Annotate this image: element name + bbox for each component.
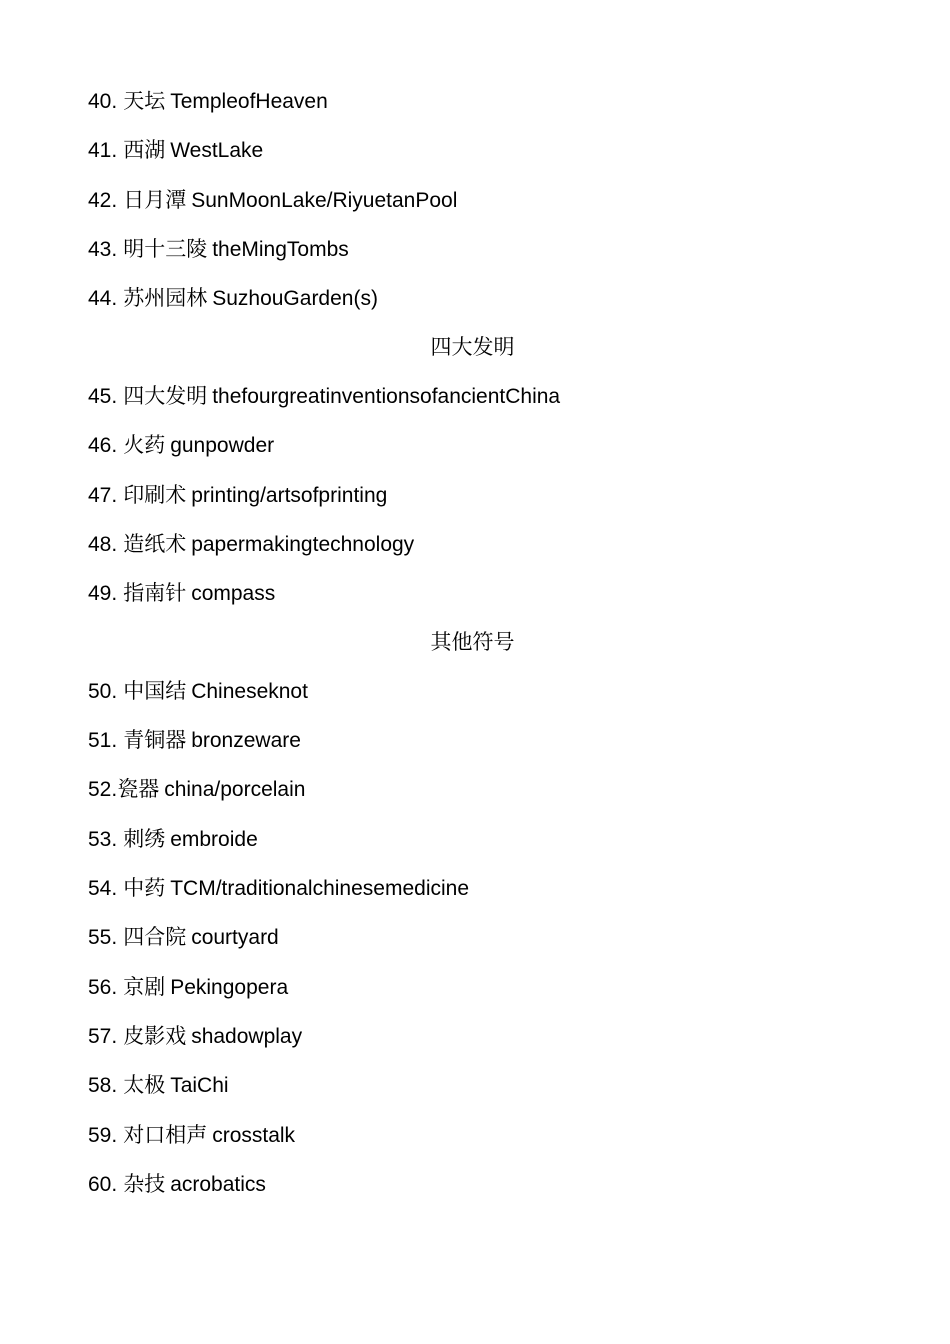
list-item [88, 185, 457, 215]
list-item [88, 824, 258, 854]
item-chinese: 明十三陵 [123, 237, 208, 261]
list-item [88, 676, 308, 706]
list-item [88, 381, 560, 411]
item-number: 56. [88, 976, 118, 999]
item-english: shadowplay [191, 1025, 303, 1048]
item-chinese: 西湖 [123, 138, 166, 162]
item-number: 59. [88, 1124, 118, 1147]
item-english: TCM/traditionalchinesemedicine [170, 877, 470, 900]
item-english: WestLake [170, 139, 264, 162]
item-number: 57. [88, 1025, 118, 1048]
item-number: 53. [88, 828, 118, 851]
item-english: papermakingtechnology [191, 533, 415, 556]
item-english: crosstalk [212, 1124, 296, 1147]
item-number: 58. [88, 1074, 118, 1097]
list-item [88, 774, 305, 804]
item-english: SuzhouGarden(s) [212, 287, 378, 310]
item-number: 40. [88, 90, 118, 113]
list-item [88, 135, 263, 165]
item-chinese: 指南针 [123, 581, 187, 605]
list-item [88, 1120, 295, 1150]
item-number: 42. [88, 189, 118, 212]
item-english: courtyard [191, 926, 279, 949]
item-number: 51. [88, 729, 118, 752]
list-item [88, 725, 301, 755]
item-chinese: 日月潭 [123, 188, 187, 212]
list-item [88, 972, 288, 1002]
item-number: 55. [88, 926, 118, 949]
item-number: 41. [88, 139, 118, 162]
item-number: 54. [88, 877, 118, 900]
item-chinese: 杂技 [123, 1172, 166, 1196]
item-chinese: 京剧 [123, 975, 166, 999]
list-item [88, 578, 275, 608]
item-english: china/porcelain [164, 778, 306, 801]
item-chinese: 四合院 [123, 925, 187, 949]
list-item [88, 529, 414, 559]
list-item [88, 86, 328, 116]
item-number: 45. [88, 385, 118, 408]
item-chinese: 四大发明 [123, 384, 208, 408]
item-number: 52. [88, 778, 118, 801]
item-chinese: 中国结 [123, 679, 187, 703]
section-heading: 其他符号 [430, 630, 515, 654]
item-number: 46. [88, 434, 118, 457]
item-chinese: 皮影戏 [123, 1024, 187, 1048]
item-english: compass [191, 582, 276, 605]
list-item [88, 430, 274, 460]
item-chinese: 火药 [123, 433, 166, 457]
item-chinese: 青铜器 [123, 728, 187, 752]
item-chinese: 中药 [123, 876, 166, 900]
list-item [88, 283, 378, 313]
item-chinese: 印刷术 [123, 483, 187, 507]
list-item [88, 922, 279, 952]
list-item [88, 234, 349, 264]
item-chinese: 造纸术 [123, 532, 187, 556]
item-chinese: 太极 [123, 1073, 166, 1097]
item-number: 60. [88, 1173, 118, 1196]
item-english: thefourgreatinventionsofancientChina [212, 385, 561, 408]
item-chinese: 天坛 [123, 89, 166, 113]
item-english: acrobatics [170, 1173, 266, 1196]
item-english: TaiChi [170, 1074, 229, 1097]
item-chinese: 刺绣 [123, 827, 166, 851]
item-english: TempleofHeaven [170, 90, 328, 113]
item-english: bronzeware [191, 729, 301, 752]
item-number: 44. [88, 287, 118, 310]
item-english: SunMoonLake/RiyuetanPool [191, 189, 458, 212]
item-english: Pekingopera [170, 976, 289, 999]
item-number: 50. [88, 680, 118, 703]
item-english: Chineseknot [191, 680, 308, 703]
item-english: embroide [170, 828, 258, 851]
list-item [88, 480, 387, 510]
item-chinese: 对口相声 [123, 1123, 208, 1147]
item-english: theMingTombs [212, 238, 349, 261]
item-chinese: 苏州园林 [123, 286, 208, 310]
list-item [88, 873, 469, 903]
item-english: gunpowder [170, 434, 275, 457]
item-number: 49. [88, 582, 118, 605]
item-chinese: 瓷器 [117, 777, 160, 801]
section-heading: 四大发明 [430, 335, 515, 359]
item-english: printing/artsofprinting [191, 484, 388, 507]
list-item [88, 1070, 229, 1100]
item-number: 43. [88, 238, 118, 261]
list-item [88, 1021, 302, 1051]
item-number: 47. [88, 484, 118, 507]
list-item [88, 1169, 266, 1199]
item-number: 48. [88, 533, 118, 556]
